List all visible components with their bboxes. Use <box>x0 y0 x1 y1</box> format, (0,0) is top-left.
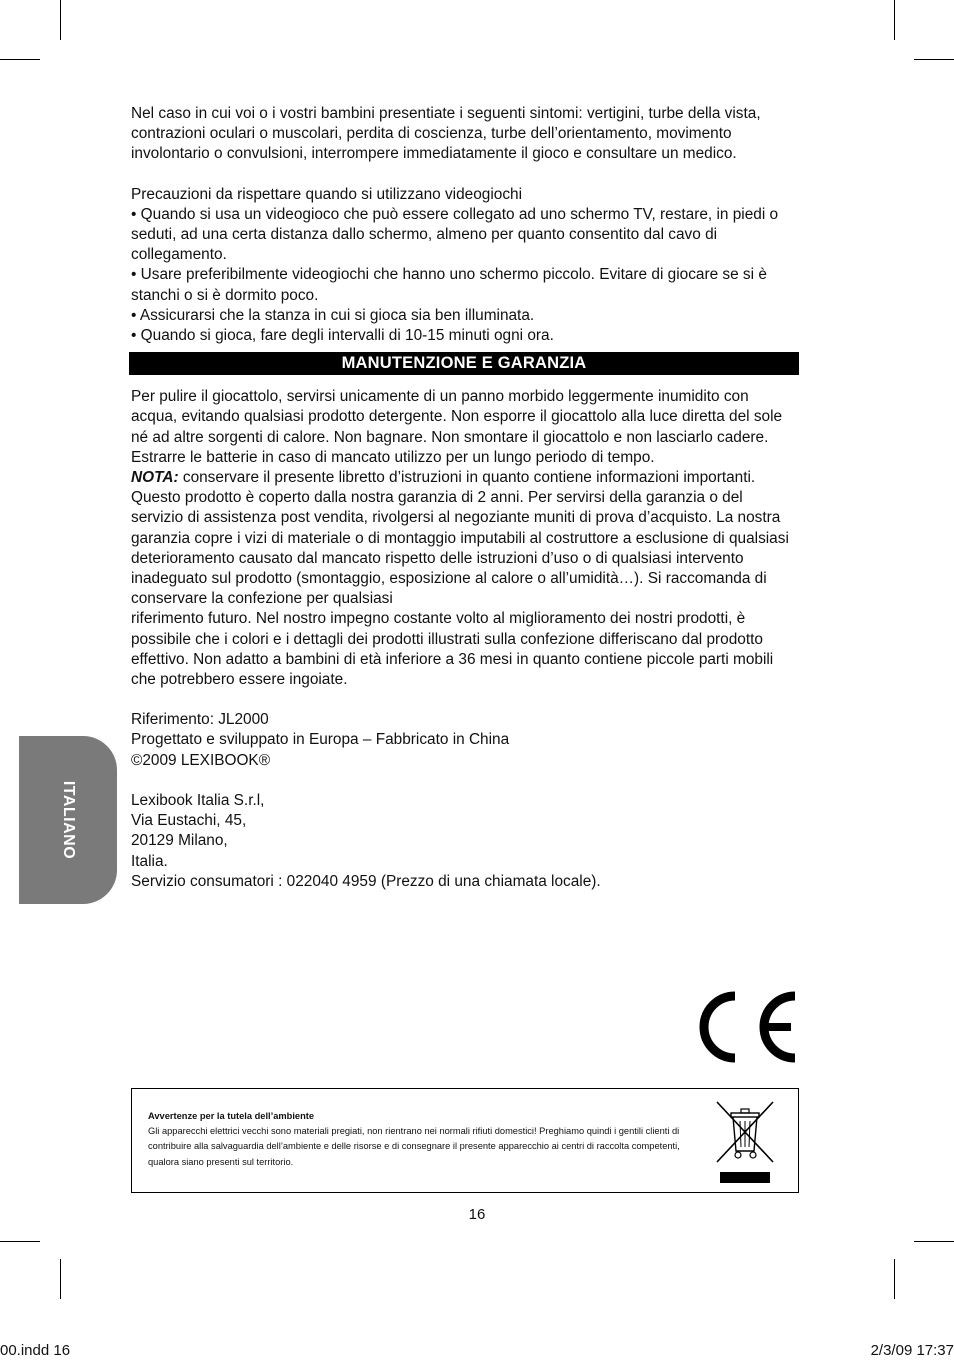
nota-paragraph <box>131 468 799 488</box>
precautions-title: Precauzioni da rispettare quando si utilizzano videogiochi <box>131 185 522 203</box>
nota-text: conservare il presente libretto d’istruzioni in quanto contiene informazioni importanti. <box>178 469 756 487</box>
product-origin: Progettato e sviluppato in Europa – Fabbricato in China <box>131 731 510 749</box>
crop-mark <box>894 0 895 40</box>
crop-mark <box>0 1241 40 1242</box>
address-country: Italia. <box>131 852 168 870</box>
crop-mark <box>914 59 954 60</box>
precaution-bullet: • Quando si gioca, fare degli intervalli di 10-15 minuti ogni ora. <box>131 327 554 345</box>
ce-mark-icon <box>691 987 801 1067</box>
environment-text <box>148 1109 696 1170</box>
consumer-service: Servizio consumatori : 022040 4959 (Prezzo di una chiamata locale). <box>131 872 601 890</box>
maintenance-paragraph: Per pulire il giocattolo, servirsi unicamente di un panno morbido leggermente inumidito con acqua, evitando qualsiasi prodotto detergente. Non esporre il giocattolo alla luce diretta del sole né ad altre sorgenti di calore. Non bagnare. Non smontare il giocattolo e non lasciarlo cadere. Estrarre le batterie in caso di mancato utilizzo per un lungo periodo di tempo. <box>131 388 783 466</box>
environment-notice <box>131 1088 799 1193</box>
address-street: Via Eustachi, 45, <box>131 812 247 830</box>
crop-mark <box>60 1259 61 1299</box>
page-number: 16 <box>468 1206 486 1223</box>
warranty-paragraph: Questo prodotto è coperto dalla nostra garanzia di 2 anni. Per servirsi della garanzia o del servizio di assistenza post vendita, rivolgersi al negoziante muniti di prova d’acquisto. La nostra garanzia copre i vizi di materiale o di montaggio imputabili al costruttore a esclusione di qualsiasi deterioramento causato dal mancato rispetto delle istruzioni d’uso o di qualsiasi intervento inadeguato sul prodotto (smontaggio, esposizione al calore o all’umidità…). Si raccomanda di conservare la confezione per qualsiasi <box>131 489 789 608</box>
crop-mark <box>894 1259 895 1299</box>
precaution-bullet: • Usare preferibilmente videogiochi che hanno uno schermo piccolo. Evitare di giocare se si è stanchi o si è dormito poco. <box>131 266 767 304</box>
weee-crossed-bin-icon <box>714 1099 776 1185</box>
nota-label: NOTA: <box>131 469 179 487</box>
print-datetime: 2/3/09 17:37 <box>870 1342 954 1359</box>
address-company: Lexibook Italia S.r.l, <box>131 791 265 809</box>
health-warning-paragraph: Nel caso in cui voi o i vostri bambini presentiate i seguenti sintomi: vertigini, turbe della vista, contrazioni oculari o muscolari, perdita di coscienza, turbe dell’orientamento, movimento involontario o convulsioni, interrompere immediatamente il gioco e consultare un medico. <box>131 105 761 163</box>
crop-mark <box>60 0 61 40</box>
language-tab <box>19 736 117 904</box>
crop-mark <box>0 59 40 60</box>
crop-mark <box>914 1241 954 1242</box>
environment-body: Gli apparecchi elettrici vecchi sono materiali pregiati, non rientrano nei normali rifiuti domestici! Preghiamo quindi i gentili clienti di contribuire alla salvaguardia dell’ambiente e delle risorse e di consegnare il presente apparecchio ai centri di raccolta competenti, qualora siano presenti sul territorio. <box>148 1126 680 1167</box>
product-reference: Riferimento: JL2000 <box>131 711 269 729</box>
precaution-bullet: • Quando si usa un videogioco che può essere collegato ad uno schermo TV, restare, in piedi o seduti, ad una certa distanza dallo schermo, almeno per quanto consentito dal cavo di collegamento. <box>131 205 779 264</box>
precaution-bullet: • Assicurarsi che la stanza in cui si gioca sia ben illuminata. <box>131 306 535 324</box>
section-header: MANUTENZIONE E GARANZIA <box>129 352 799 375</box>
print-file-info: 00.indd 16 <box>0 1342 71 1359</box>
language-tab-label: ITALIANO <box>60 780 77 860</box>
page-content <box>131 104 799 892</box>
warranty-paragraph: riferimento futuro. Nel nostro impegno costante volto al miglioramento dei nostri prodotti, è possibile che i colori e i dettagli dei prodotti illustrati sulla confezione differiscano dal prodotto effettivo. Non adatto a bambini di età inferiore a 36 mesi in quanto contiene piccole parti mobili che potrebbero essere ingoiate. <box>131 610 774 689</box>
address-city: 20129 Milano, <box>131 832 228 850</box>
environment-title: Avvertenze per la tutela dell’ambiente <box>148 1111 315 1121</box>
copyright: ©2009 LEXIBOOK® <box>131 751 271 769</box>
